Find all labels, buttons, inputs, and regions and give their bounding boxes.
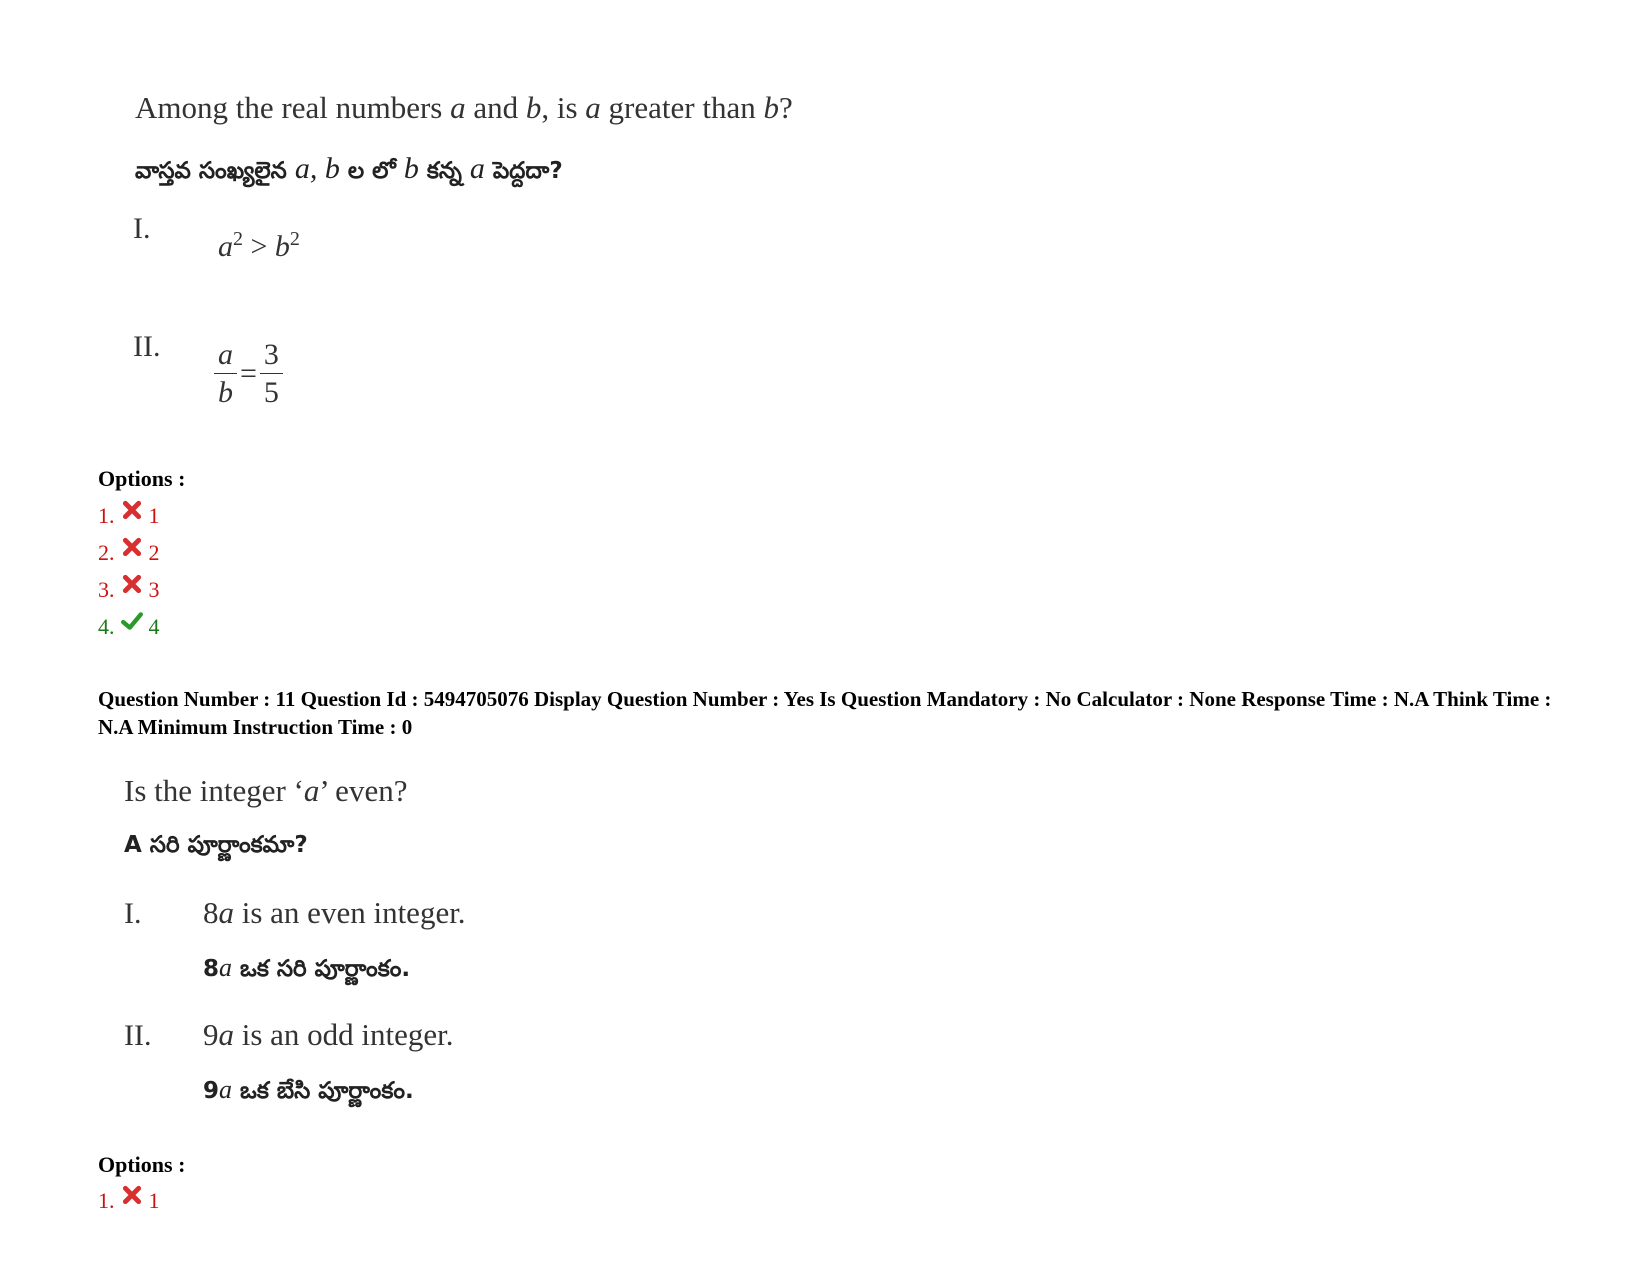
q10-options-title: Options : (98, 466, 186, 491)
option-number: 2. (98, 540, 115, 565)
q10-option-3[interactable] (98, 577, 160, 603)
q11-statement-2-label: II. (124, 1019, 152, 1052)
q10-option-4[interactable] (98, 614, 160, 640)
option-number: 1. (98, 503, 115, 528)
q11-question-en: Is the integer ‘a’ even? (124, 773, 408, 808)
q10-question-en: Among the real numbers a and b, is a greater than b? (135, 90, 793, 125)
q10-statement-1-math: $a^2 > b^2$ (218, 228, 300, 263)
q11-statement-1-te: 8a ఒక సరి పూర్ణాంకం. (203, 953, 411, 982)
cross-icon (121, 573, 143, 595)
q11-meta: Question Number : 11 Question Id : 5494705076 Display Question Number : Yes Is Question Mandatory : No Calculator : None Response Time : N.A Think Time : N.A Minimum Instruction Time : 0 (98, 687, 1552, 739)
option-value: 1 (148, 503, 160, 528)
option-value: 2 (148, 540, 160, 565)
cross-icon (121, 1184, 143, 1206)
q11-statement-1-label: I. (124, 897, 142, 930)
q10-question-te: వాస్తవ సంఖ్యలైన a, b ల లో b కన్న a పెద్దదా? (135, 152, 563, 185)
q11-option-1[interactable] (98, 1188, 160, 1214)
q11-options-title: Options : (98, 1152, 186, 1177)
fraction-a-over-b: $\frac{a}{b}$ (214, 338, 237, 409)
q11-statement-2-te: 9a ఒక బేసి పూర్ణాంకం. (203, 1075, 414, 1104)
q10-option-1[interactable] (98, 503, 160, 529)
option-value: 1 (148, 1188, 160, 1213)
option-value: 4 (148, 614, 160, 639)
cross-icon (121, 536, 143, 558)
q10-option-2[interactable] (98, 540, 160, 566)
fraction-3-over-5: $\frac{3}{5}$ (260, 338, 283, 409)
q11-question-te: A సరి పూర్ణాంకమా? (124, 832, 308, 858)
option-number: 3. (98, 577, 115, 602)
q10-statement-1-label: I. (133, 212, 151, 245)
q11-statement-1-en: 8a is an even integer. (203, 895, 466, 930)
option-value: 3 (148, 577, 160, 602)
option-number: 4. (98, 614, 115, 639)
q11-statement-2-en: 9a is an odd integer. (203, 1017, 454, 1052)
q10-statement-2-math: $\frac{a}{b}$ = $\frac{3}{5}$ (214, 338, 283, 409)
check-icon (121, 610, 143, 632)
option-number: 1. (98, 1188, 115, 1213)
cross-icon (121, 499, 143, 521)
q10-statement-2-label: II. (133, 330, 161, 363)
